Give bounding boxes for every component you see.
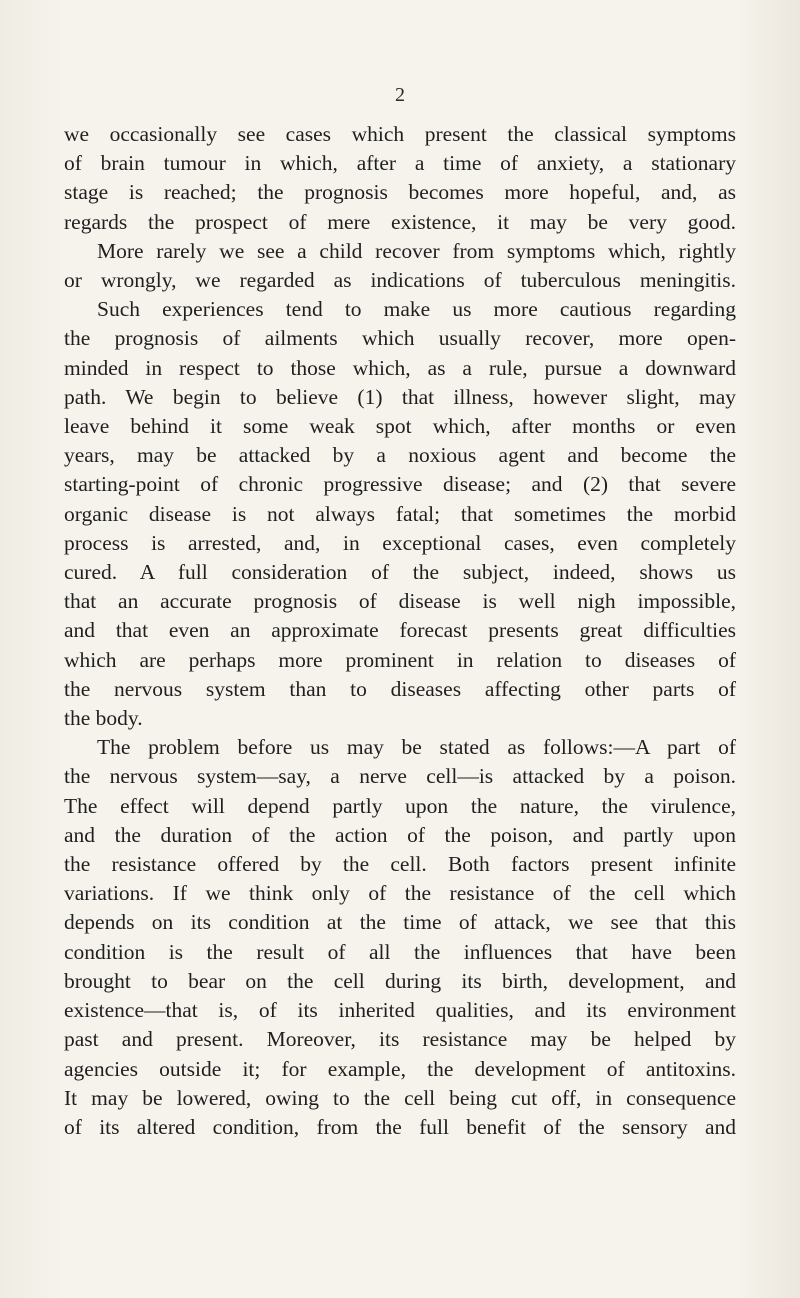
text-line: the body. — [64, 706, 143, 731]
text-line: of brain tumour in which, after a time of anxiety, a stationary — [64, 151, 736, 176]
text-line: existence—that is, of its inherited qualities, and its environment — [64, 998, 736, 1023]
text-line: and that even an approximate forecast presents great difficulties — [64, 618, 736, 643]
text-line: starting-point of chronic progressive disease; and (2) that severe — [64, 472, 736, 497]
text-line: we occasionally see cases which present the classical symptoms — [64, 122, 736, 146]
text-line: It may be lowered, owing to the cell being cut off, in consequence — [64, 1085, 736, 1110]
text-line: the resistance offered by the cell. Both factors present infinite — [64, 852, 736, 877]
text-line: depends on its condition at the time of attack, we see that this — [64, 910, 736, 935]
text-line: The effect will depend partly upon the nature, the virulence, — [64, 793, 736, 818]
text-line: cured. A full consideration of the subject, indeed, shows us — [64, 560, 736, 585]
text-line: variations. If we think only of the resistance of the cell which — [64, 881, 736, 906]
text-line: that an accurate prognosis of disease is well nigh impossible, — [64, 589, 736, 614]
text-line: which are perhaps more prominent in relation to diseases of — [64, 647, 736, 672]
text-line: the nervous system—say, a nerve cell—is attacked by a poison. — [64, 764, 736, 789]
page-number: 2 — [395, 84, 405, 106]
text-line: Such experiences tend to make us more cautious regarding — [97, 297, 736, 322]
text-line: years, may be attacked by a noxious agent and become the — [64, 443, 736, 468]
text-line: process is arrested, and, in exceptional cases, even completely — [64, 530, 736, 555]
text-line: leave behind it some weak spot which, after months or even — [64, 414, 736, 439]
text-line: the nervous system than to diseases affecting other parts of — [64, 676, 736, 701]
text-line: and the duration of the action of the poison, and partly upon — [64, 822, 736, 847]
text-line: of its altered condition, from the full benefit of the sensory and — [64, 1114, 736, 1139]
body-text — [64, 120, 736, 1142]
text-line: organic disease is not always fatal; that sometimes the morbid — [64, 501, 736, 526]
text-line: or wrongly, we regarded as indications of tuberculous meningitis. — [64, 268, 736, 293]
text-line: regards the prospect of mere existence, it may be very good. — [64, 209, 736, 234]
text-line: More rarely we see a child recover from symptoms which, rightly — [97, 238, 736, 263]
text-line: path. We begin to believe (1) that illness, however slight, may — [64, 384, 736, 409]
text-line: the prognosis of ailments which usually recover, more open- — [64, 326, 736, 351]
text-line: brought to bear on the cell during its birth, development, and — [64, 968, 736, 993]
text-line: stage is reached; the prognosis becomes more hopeful, and, as — [64, 180, 736, 205]
text-line: condition is the result of all the influences that have been — [64, 939, 736, 964]
text-line: past and present. Moreover, its resistance may be helped by — [64, 1027, 736, 1052]
text-line: agencies outside it; for example, the development of antitoxins. — [64, 1056, 736, 1081]
text-line: The problem before us may be stated as follows:—A part of — [97, 735, 736, 760]
text-line: minded in respect to those which, as a rule, pursue a downward — [64, 355, 736, 380]
